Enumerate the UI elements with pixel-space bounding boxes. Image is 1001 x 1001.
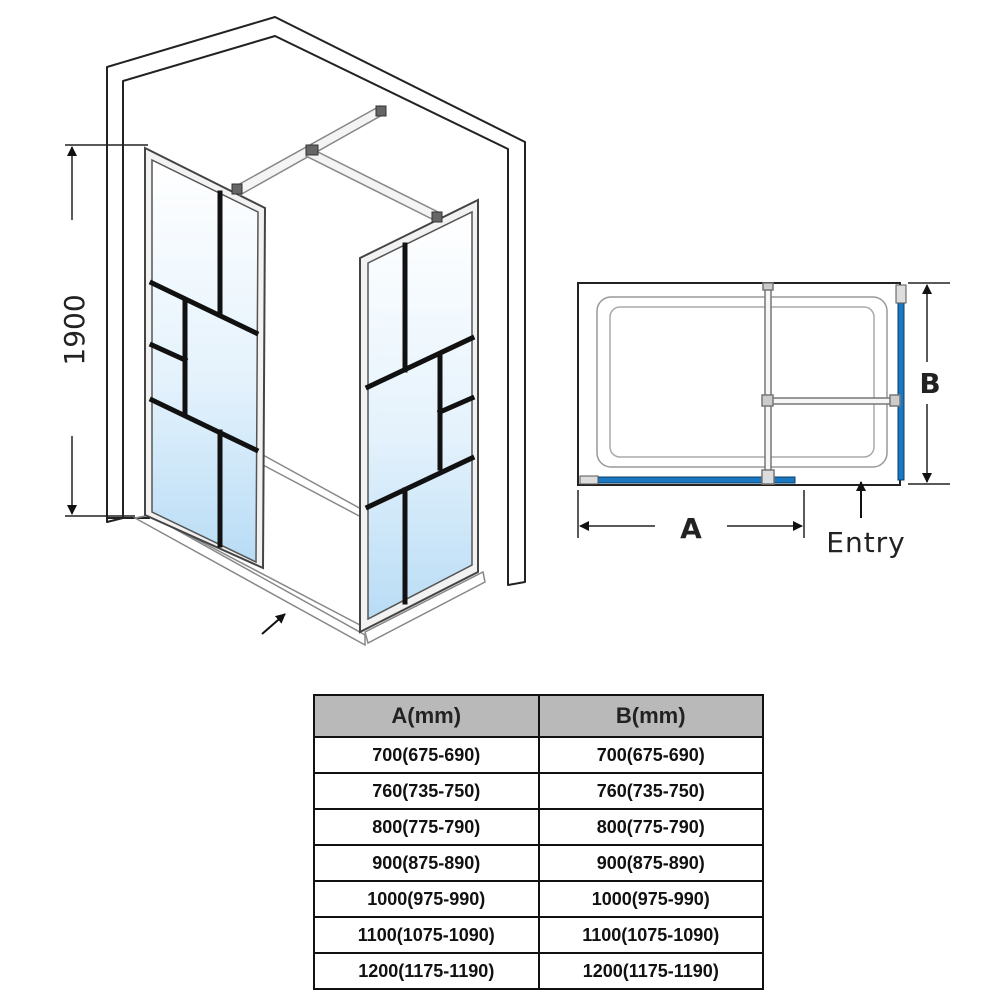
plan-view xyxy=(578,283,950,559)
size-table xyxy=(313,694,764,990)
table-row xyxy=(314,809,763,845)
cell-b: 900(875-890) xyxy=(539,845,764,881)
entry-label: Entry xyxy=(826,526,906,559)
cell-a: 760(735-750) xyxy=(314,773,539,809)
right-glass-panel xyxy=(360,200,478,632)
cell-a: 900(875-890) xyxy=(314,845,539,881)
cell-a: 1200(1175-1190) xyxy=(314,953,539,989)
header-b: B(mm) xyxy=(539,695,764,737)
cell-a: 800(775-790) xyxy=(314,809,539,845)
header-a: A(mm) xyxy=(314,695,539,737)
cell-a: 1000(975-990) xyxy=(314,881,539,917)
support-bars xyxy=(232,106,442,222)
glass-panel-b xyxy=(898,302,904,480)
table-header-row xyxy=(314,695,763,737)
entry-arrow-3d xyxy=(262,614,285,634)
dimension-a-label: A xyxy=(680,512,702,545)
cell-b: 700(675-690) xyxy=(539,737,764,773)
isometric-view xyxy=(58,17,525,645)
table-row xyxy=(314,845,763,881)
cell-a: 1100(1075-1090) xyxy=(314,917,539,953)
plan-room-outline xyxy=(578,283,900,485)
cell-b: 760(735-750) xyxy=(539,773,764,809)
cell-b: 1000(975-990) xyxy=(539,881,764,917)
cell-b: 1100(1075-1090) xyxy=(539,917,764,953)
table-row xyxy=(314,917,763,953)
table-row xyxy=(314,773,763,809)
table-row xyxy=(314,953,763,989)
cell-a: 700(675-690) xyxy=(314,737,539,773)
cell-b: 800(775-790) xyxy=(539,809,764,845)
table-row xyxy=(314,881,763,917)
height-label: 1900 xyxy=(58,294,91,366)
cell-b: 1200(1175-1190) xyxy=(539,953,764,989)
table-row xyxy=(314,737,763,773)
dimension-b-label: B xyxy=(919,367,941,400)
left-glass-panel xyxy=(145,148,265,568)
